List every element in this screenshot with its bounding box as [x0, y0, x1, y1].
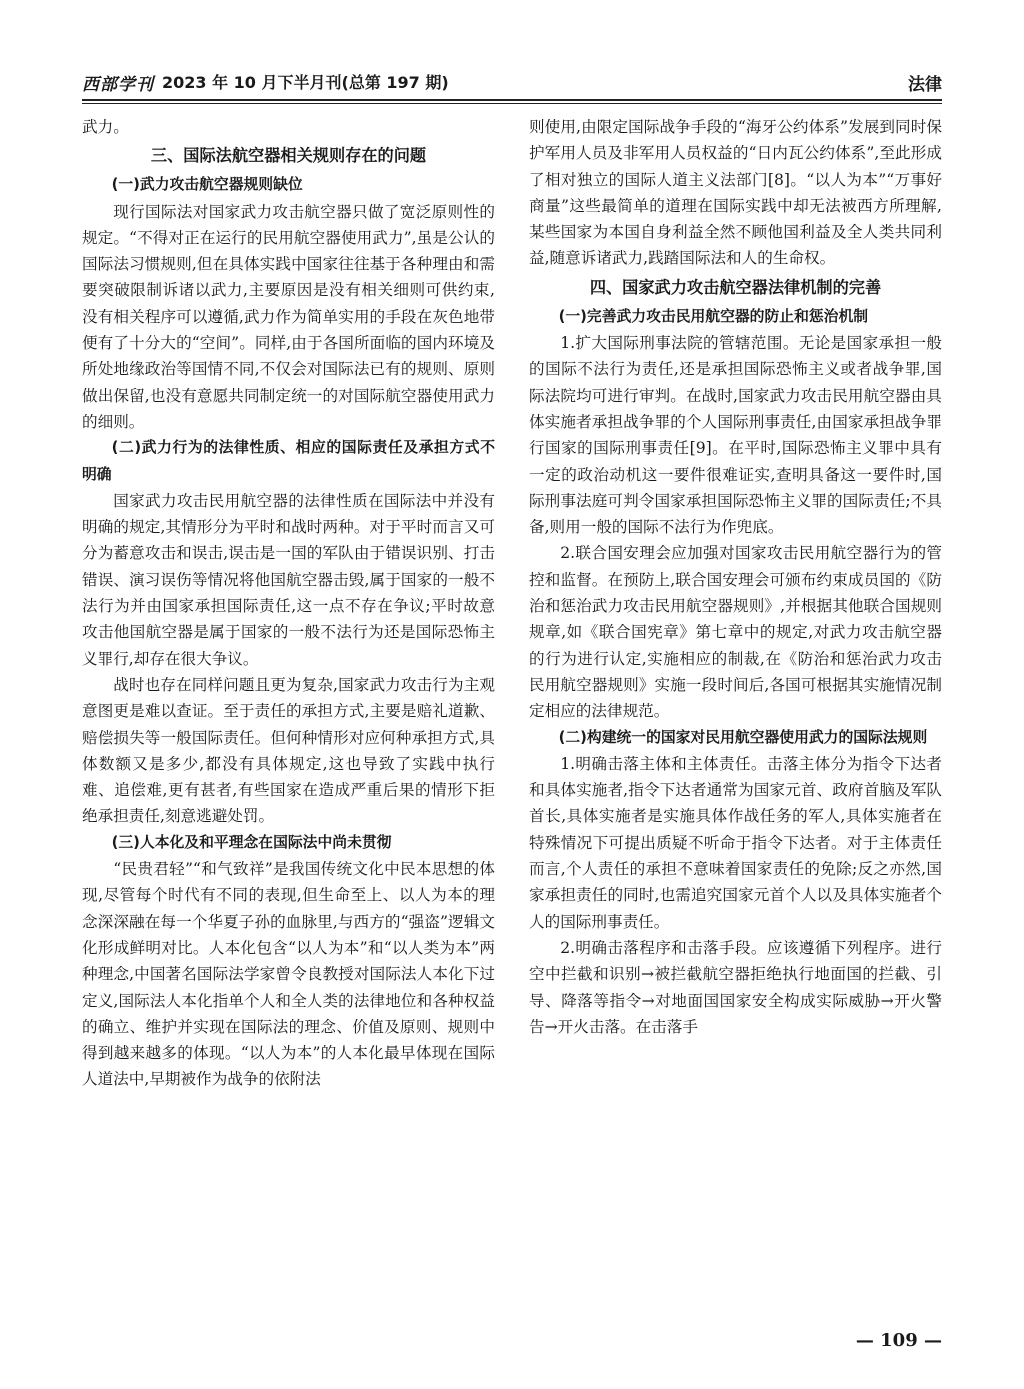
header-rule: [82, 99, 942, 101]
left-column: [82, 114, 495, 1093]
paragraph: 1.扩大国际刑事法院的管辖范围。无论是国家承担一般的国际不法行为责任,还是承担国际恐怖主义或者战争罪,国际法院均可进行审判。在战时,国家武力攻击民用航空器由具体实施者承担战争罪的个人国际刑事责任,由国家承担战争罪行国家的国际刑事责任[9]。在平时,国际恐怖主义罪中具有一定的政治动机这一要件很难证实,查明具备这一要件时,国际刑事法庭可判令国家承担国际恐怖主义罪的国际责任;不具备,则用一般的国际不法行为作兜底。: [529, 334, 942, 537]
paragraph: 1.明确击落主体和主体责任。击落主体分为指令下达者和具体实施者,指令下达者通常为国家元首、政府首脑及军队首长,具体实施者是实施具体作战任务的军人,具体实施者在特殊情况下可提出质疑不听命于指令下达者。对于主体责任而言,个人责任的承担不意味着国家责任的免除;反之亦然,国家承担责任的同时,也需追究国家元首个人以及具体实施者个人的国际刑事责任。: [529, 754, 942, 931]
subsection-heading: (一)完善武力攻击民用航空器的防止和惩治机制: [558, 307, 869, 325]
subsection-heading: (二)武力行为的法律性质、相应的国际责任及承担方式不明确: [82, 439, 495, 483]
subsection-heading: (一)武力攻击航空器规则缺位: [111, 176, 303, 194]
section-name: 法律: [908, 75, 942, 95]
right-column: [529, 114, 942, 1040]
running-header: [82, 70, 942, 100]
subsection-heading: (二)构建统一的国家对民用航空器使用武力的国际法规则: [558, 728, 928, 746]
page-number: — 109 —: [855, 1330, 942, 1351]
section-heading-3: 三、国际法航空器相关规则存在的问题: [150, 146, 427, 166]
paragraph: “民贵君轻”“和气致祥”是我国传统文化中民本思想的体现,尽管每个时代有不同的表现,但生命至上、以人为本的理念深深融在每一个华夏子孙的血脉里,与西方的“强盗”逻辑文化形成鲜明对比。人本化包含“以人为本”和“以人类为本”两种理念,中国著名国际法学家曾令良教授对国际法人本化下过定义,国际法人本化指单个人和全人类的法律地位和各种权益的确立、维护并实现在国际法的理念、价值及原则、规则中得到越来越多的体现。“以人为本”的人本化最早体现在国际人道法中,早期被作为战争的依附法: [82, 860, 495, 1089]
paragraph: 则使用,由限定国际战争手段的“海牙公约体系”发展到同时保护军用人员及非军用人员权益的“日内瓦公约体系”,至此形成了相对独立的国际人道主义法部门[8]。“以人为本”“万事好商量”这些最简单的道理在国际实践中却无法被西方所理解,某些国家为本国自身利益全然不顾他国利益及全人类共同利益,随意诉诸武力,践踏国际法和人的生命权。: [529, 118, 942, 268]
paragraph: 武力。: [82, 118, 129, 136]
paragraph: 国家武力攻击民用航空器的法律性质在国际法中并没有明确的规定,其情形分为平时和战时两种。对于平时而言又可分为蓄意攻击和误击,误击是一国的军队由于错误识别、打击错误、演习误伤等情况将他国航空器击毁,属于国家的一般不法行为并由国家承担国际责任,这一点不存在争议;平时故意攻击他国航空器是属于国家的一般不法行为还是国际恐怖主义罪行,却存在很大争议。: [82, 491, 495, 668]
paragraph: 2.明确击落程序和击落手段。应该遵循下列程序。进行空中拦截和识别→被拦截航空器拒绝执行地面国的拦截、引导、降落等指令→对地面国国家安全构成实际威胁→开火警告→开火击落。在击落手: [529, 938, 942, 1036]
paragraph: 2.联合国安理会应加强对国家攻击民用航空器行为的管控和监督。在预防上,联合国安理会可颁布约束成员国的《防治和惩治武力攻击民用航空器规则》,并根据其他联合国规则规章,如《联合国宪章》第七章中的规定,对武力攻击航空器的行为进行认定,实施相应的制裁,在《防治和惩治武力攻击民用航空器规则》实施一段时间后,各国可根据其实施情况制定相应的法律规范。: [529, 544, 942, 721]
journal-logo: 西部学刊: [82, 75, 154, 95]
subsection-heading: (三)人本化及和平理念在国际法中尚未贯彻: [111, 833, 392, 851]
section-heading-4: 四、国家武力攻击航空器法律机制的完善: [589, 277, 882, 297]
header-rule-thin: [82, 103, 942, 104]
paragraph: 战时也存在同样问题且更为复杂,国家武力攻击行为主观意图更是难以查证。至于责任的承担方式,主要是赔礼道歉、赔偿损失等一般国际责任。但何种情形对应何种承担方式,具体数额又是多少,都没有具体规定,这也导致了实践中执行难、追偿难,更有甚者,有些国家在造成严重后果的情形下拒绝承担责任,刻意逃避处罚。: [82, 675, 495, 826]
issue-info: 2023 年 10 月下半月刊(总第 197 期): [162, 73, 449, 92]
paragraph: 现行国际法对国家武力攻击航空器只做了宽泛原则性的规定。“不得对正在运行的民用航空器使用武力”,虽是公认的国际法习惯规则,但在具体实践中国家往往基于各种理由和需要突破限制诉诸以武力,主要原因是没有相关细则可供约束,没有相关程序可以遵循,武力作为简单实用的手段在灰色地带便有了十分大的“空间”。同样,由于各国所面临的国内环境及所处地缘政治等国情不同,不仅会对国际法已有的规则、原则做出保留,也没有意愿共同制定统一的对国际航空器使用武力的细则。: [82, 202, 495, 431]
